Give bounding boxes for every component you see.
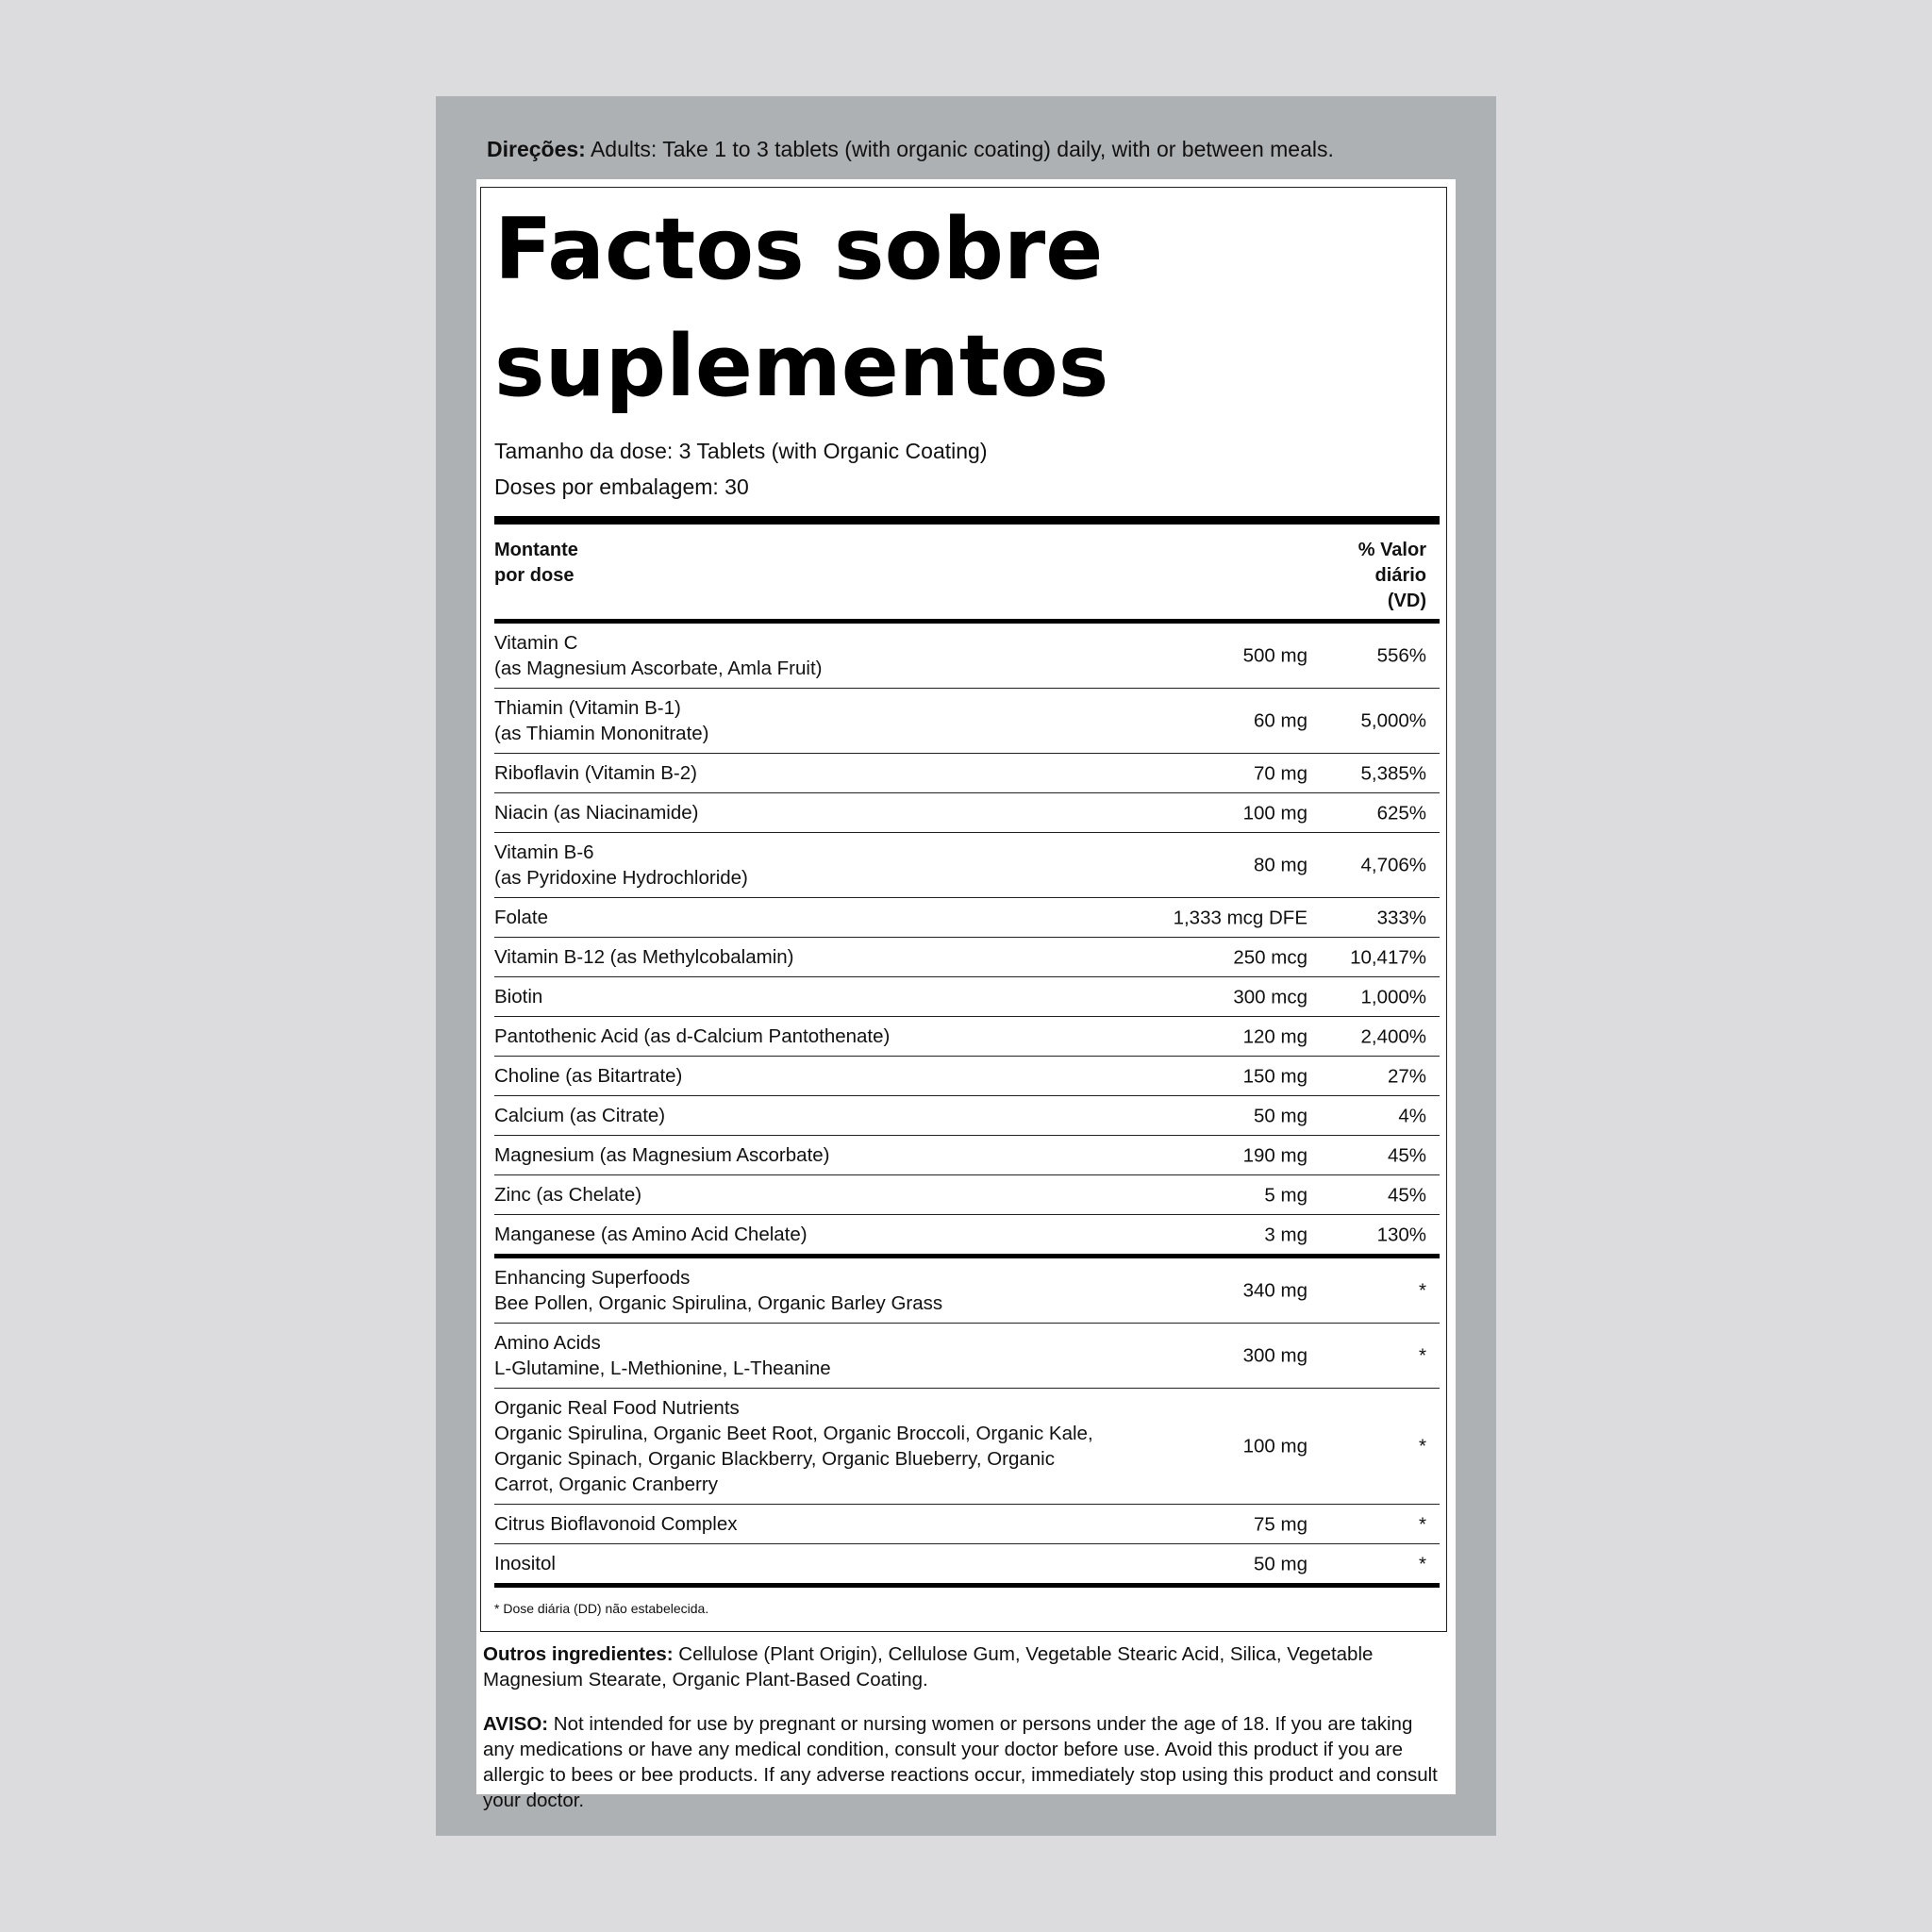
nutrient-name-block bbox=[494, 1024, 1117, 1049]
nutrient-row bbox=[494, 1175, 1440, 1215]
nutrient-daily-value: 556% bbox=[1376, 644, 1426, 667]
bottom-divider bbox=[494, 1583, 1440, 1588]
nutrient-row bbox=[494, 833, 1440, 898]
nutrient-name-block bbox=[494, 1330, 1117, 1381]
header-left-line-1: Montante bbox=[494, 540, 578, 560]
nutrient-amount: 340 mg bbox=[1242, 1279, 1307, 1302]
nutrient-row bbox=[494, 793, 1440, 833]
nutrient-name-block bbox=[494, 1103, 1117, 1128]
nutrient-amount: 120 mg bbox=[1242, 1025, 1307, 1047]
nutrient-name-block bbox=[494, 1395, 1117, 1497]
nutrient-amount: 80 mg bbox=[1254, 854, 1307, 876]
nutrient-source: L-Glutamine, L-Methionine, L-Theanine bbox=[494, 1357, 831, 1379]
nutrient-daily-value: 625% bbox=[1376, 802, 1426, 824]
nutrient-name: Pantothenic Acid (as d-Calcium Pantothenate) bbox=[494, 1025, 891, 1047]
other-ingredients bbox=[483, 1641, 1445, 1692]
nutrient-row bbox=[494, 1096, 1440, 1136]
nutrient-name: Folate bbox=[494, 907, 548, 928]
nutrient-name: Enhancing Superfoods bbox=[494, 1267, 691, 1289]
nutrient-name: Biotin bbox=[494, 986, 543, 1008]
nutrient-amount: 300 mcg bbox=[1233, 986, 1307, 1008]
nutrient-daily-value: * bbox=[1419, 1344, 1426, 1367]
nutrient-name-block bbox=[494, 630, 1117, 681]
nutrient-daily-value: 4% bbox=[1398, 1105, 1426, 1126]
nutrient-row bbox=[494, 624, 1440, 689]
nutrient-row bbox=[494, 1057, 1440, 1096]
other-ingredients-text: Cellulose (Plant Origin), Cellulose Gum, Vegetable Stearic Acid, Silica, Vegetable Magnesium Stearate, Organic Plant-Based Coating. bbox=[483, 1643, 1374, 1690]
nutrient-daily-value: 27% bbox=[1387, 1065, 1426, 1087]
serving-info bbox=[494, 433, 1440, 505]
facts-title bbox=[494, 192, 1440, 425]
header-left-line-2: por dose bbox=[494, 565, 575, 586]
nutrient-amount: 60 mg bbox=[1254, 709, 1307, 732]
nutrient-name: Riboflavin (Vitamin B-2) bbox=[494, 762, 697, 784]
nutrient-daily-value: 5,385% bbox=[1360, 762, 1426, 784]
nutrient-name-block bbox=[494, 1142, 1117, 1168]
nutrient-amount: 50 mg bbox=[1254, 1553, 1307, 1574]
nutrient-daily-value: 5,000% bbox=[1360, 709, 1426, 732]
thick-divider bbox=[494, 516, 1440, 525]
footnote: * Dose diária (DD) não estabelecida. bbox=[494, 1601, 709, 1616]
nutrient-row bbox=[494, 689, 1440, 754]
nutrient-name-block bbox=[494, 1265, 1117, 1316]
facts-title-line-1: Factos sobre bbox=[494, 200, 1104, 299]
directions-label: Direções: bbox=[487, 137, 586, 161]
nutrient-daily-value: * bbox=[1419, 1435, 1426, 1457]
header-daily-value bbox=[1358, 538, 1426, 614]
nutrient-name-block bbox=[494, 695, 1117, 746]
nutrient-source: Bee Pollen, Organic Spirulina, Organic Barley Grass bbox=[494, 1292, 943, 1314]
nutrient-source: (as Thiamin Mononitrate) bbox=[494, 723, 709, 744]
nutrient-name: Vitamin C bbox=[494, 632, 578, 654]
nutrient-daily-value: * bbox=[1419, 1553, 1426, 1574]
nutrient-daily-value: * bbox=[1419, 1513, 1426, 1535]
nutrient-name: Thiamin (Vitamin B-1) bbox=[494, 697, 681, 719]
table-header bbox=[494, 525, 1440, 619]
nutrient-source: (as Magnesium Ascorbate, Amla Fruit) bbox=[494, 658, 823, 679]
vitamin-rows bbox=[494, 624, 1440, 1254]
nutrient-daily-value: 130% bbox=[1376, 1224, 1426, 1245]
nutrient-name-block bbox=[494, 984, 1117, 1009]
nutrient-name: Calcium (as Citrate) bbox=[494, 1105, 666, 1126]
nutrient-name: Zinc (as Chelate) bbox=[494, 1184, 642, 1206]
nutrient-daily-value: 10,417% bbox=[1350, 946, 1426, 968]
nutrient-row bbox=[494, 898, 1440, 938]
nutrient-name-block bbox=[494, 905, 1117, 930]
directions bbox=[487, 134, 1440, 164]
header-right-line-2: diário bbox=[1374, 565, 1426, 586]
nutrient-daily-value: 2,400% bbox=[1360, 1025, 1426, 1047]
nutrient-daily-value: 45% bbox=[1387, 1184, 1426, 1206]
nutrient-row bbox=[494, 1324, 1440, 1389]
nutrient-name-block bbox=[494, 1511, 1117, 1537]
nutrient-amount: 3 mg bbox=[1264, 1224, 1307, 1245]
nutrient-amount: 150 mg bbox=[1242, 1065, 1307, 1087]
nutrient-amount: 50 mg bbox=[1254, 1105, 1307, 1126]
nutrient-amount: 250 mcg bbox=[1233, 946, 1307, 968]
nutrient-row bbox=[494, 977, 1440, 1017]
other-ingredients-label: Outros ingredientes: bbox=[483, 1643, 674, 1665]
nutrient-daily-value: * bbox=[1419, 1279, 1426, 1302]
nutrient-amount: 5 mg bbox=[1264, 1184, 1307, 1206]
nutrient-name-block bbox=[494, 1063, 1117, 1089]
header-amount-per-serving bbox=[494, 538, 578, 589]
nutrient-name: Choline (as Bitartrate) bbox=[494, 1065, 683, 1087]
nutrient-name: Magnesium (as Magnesium Ascorbate) bbox=[494, 1144, 830, 1166]
nutrient-row bbox=[494, 1544, 1440, 1583]
nutrient-name: Organic Real Food Nutrients bbox=[494, 1397, 740, 1419]
nutrient-daily-value: 45% bbox=[1387, 1144, 1426, 1166]
nutrient-name: Amino Acids bbox=[494, 1332, 601, 1354]
nutrient-name: Citrus Bioflavonoid Complex bbox=[494, 1513, 738, 1535]
header-right-line-1: % Valor bbox=[1357, 540, 1426, 560]
nutrient-amount: 190 mg bbox=[1242, 1144, 1307, 1166]
nutrient-amount: 100 mg bbox=[1242, 802, 1307, 824]
nutrient-name-block bbox=[494, 1551, 1117, 1576]
nutrient-name-block bbox=[494, 760, 1117, 786]
nutrient-amount: 100 mg bbox=[1242, 1435, 1307, 1457]
nutrient-row bbox=[494, 938, 1440, 977]
nutrient-name: Vitamin B-6 bbox=[494, 841, 594, 863]
nutrient-row bbox=[494, 1258, 1440, 1324]
nutrient-row bbox=[494, 1389, 1440, 1505]
label-card bbox=[476, 179, 1456, 1811]
warning-label: AVISO: bbox=[483, 1713, 549, 1735]
nutrient-amount: 1,333 mcg DFE bbox=[1173, 907, 1307, 928]
nutrient-row bbox=[494, 1215, 1440, 1254]
label-panel bbox=[436, 96, 1496, 1836]
nutrient-amount: 300 mg bbox=[1242, 1344, 1307, 1367]
supplement-facts-box bbox=[480, 187, 1447, 1632]
nutrient-row bbox=[494, 1505, 1440, 1544]
nutrient-name-block bbox=[494, 944, 1117, 970]
nutrient-name-block bbox=[494, 840, 1117, 891]
warning-text: Not intended for use by pregnant or nursing women or persons under the age of 18. If you are taking any medications or have any medical condition, consult your doctor before use. Avoid this product if you are allergic to bees or bee products. If any adverse reactions occur, immediately stop using this product and consult your doctor. bbox=[483, 1713, 1438, 1811]
nutrient-name: Manganese (as Amino Acid Chelate) bbox=[494, 1224, 808, 1245]
nutrient-name: Inositol bbox=[494, 1553, 556, 1574]
nutrient-row bbox=[494, 1136, 1440, 1175]
nutrient-name-block bbox=[494, 800, 1117, 825]
nutrient-name: Vitamin B-12 (as Methylcobalamin) bbox=[494, 946, 794, 968]
directions-text: Adults: Take 1 to 3 tablets (with organic coating) daily, with or between meals. bbox=[585, 137, 1334, 161]
nutrient-name: Niacin (as Niacinamide) bbox=[494, 802, 699, 824]
serving-size: Tamanho da dose: 3 Tablets (with Organic Coating) bbox=[494, 439, 988, 463]
nutrient-name-block bbox=[494, 1182, 1117, 1208]
nutrient-source: (as Pyridoxine Hydrochloride) bbox=[494, 867, 748, 889]
nutrient-daily-value: 4,706% bbox=[1360, 854, 1426, 876]
facts-title-line-2: suplementos bbox=[494, 317, 1109, 416]
header-right-line-3: (VD) bbox=[1387, 591, 1426, 611]
nutrient-name-block bbox=[494, 1222, 1117, 1247]
nutrient-source: Organic Spirulina, Organic Beet Root, Organic Broccoli, Organic Kale, Organic Spinach, Organic Blackberry, Organic Blueberry, Organic Carrot, Organic Cranberry bbox=[494, 1423, 1093, 1495]
warning bbox=[483, 1711, 1445, 1813]
nutrient-daily-value: 333% bbox=[1376, 907, 1426, 928]
nutrient-amount: 500 mg bbox=[1242, 644, 1307, 667]
nutrient-row bbox=[494, 1017, 1440, 1057]
blend-rows bbox=[494, 1258, 1440, 1583]
nutrient-daily-value: 1,000% bbox=[1360, 986, 1426, 1008]
nutrient-amount: 75 mg bbox=[1254, 1513, 1307, 1535]
servings-per-container: Doses por embalagem: 30 bbox=[494, 475, 749, 499]
nutrient-amount: 70 mg bbox=[1254, 762, 1307, 784]
nutrient-row bbox=[494, 754, 1440, 793]
